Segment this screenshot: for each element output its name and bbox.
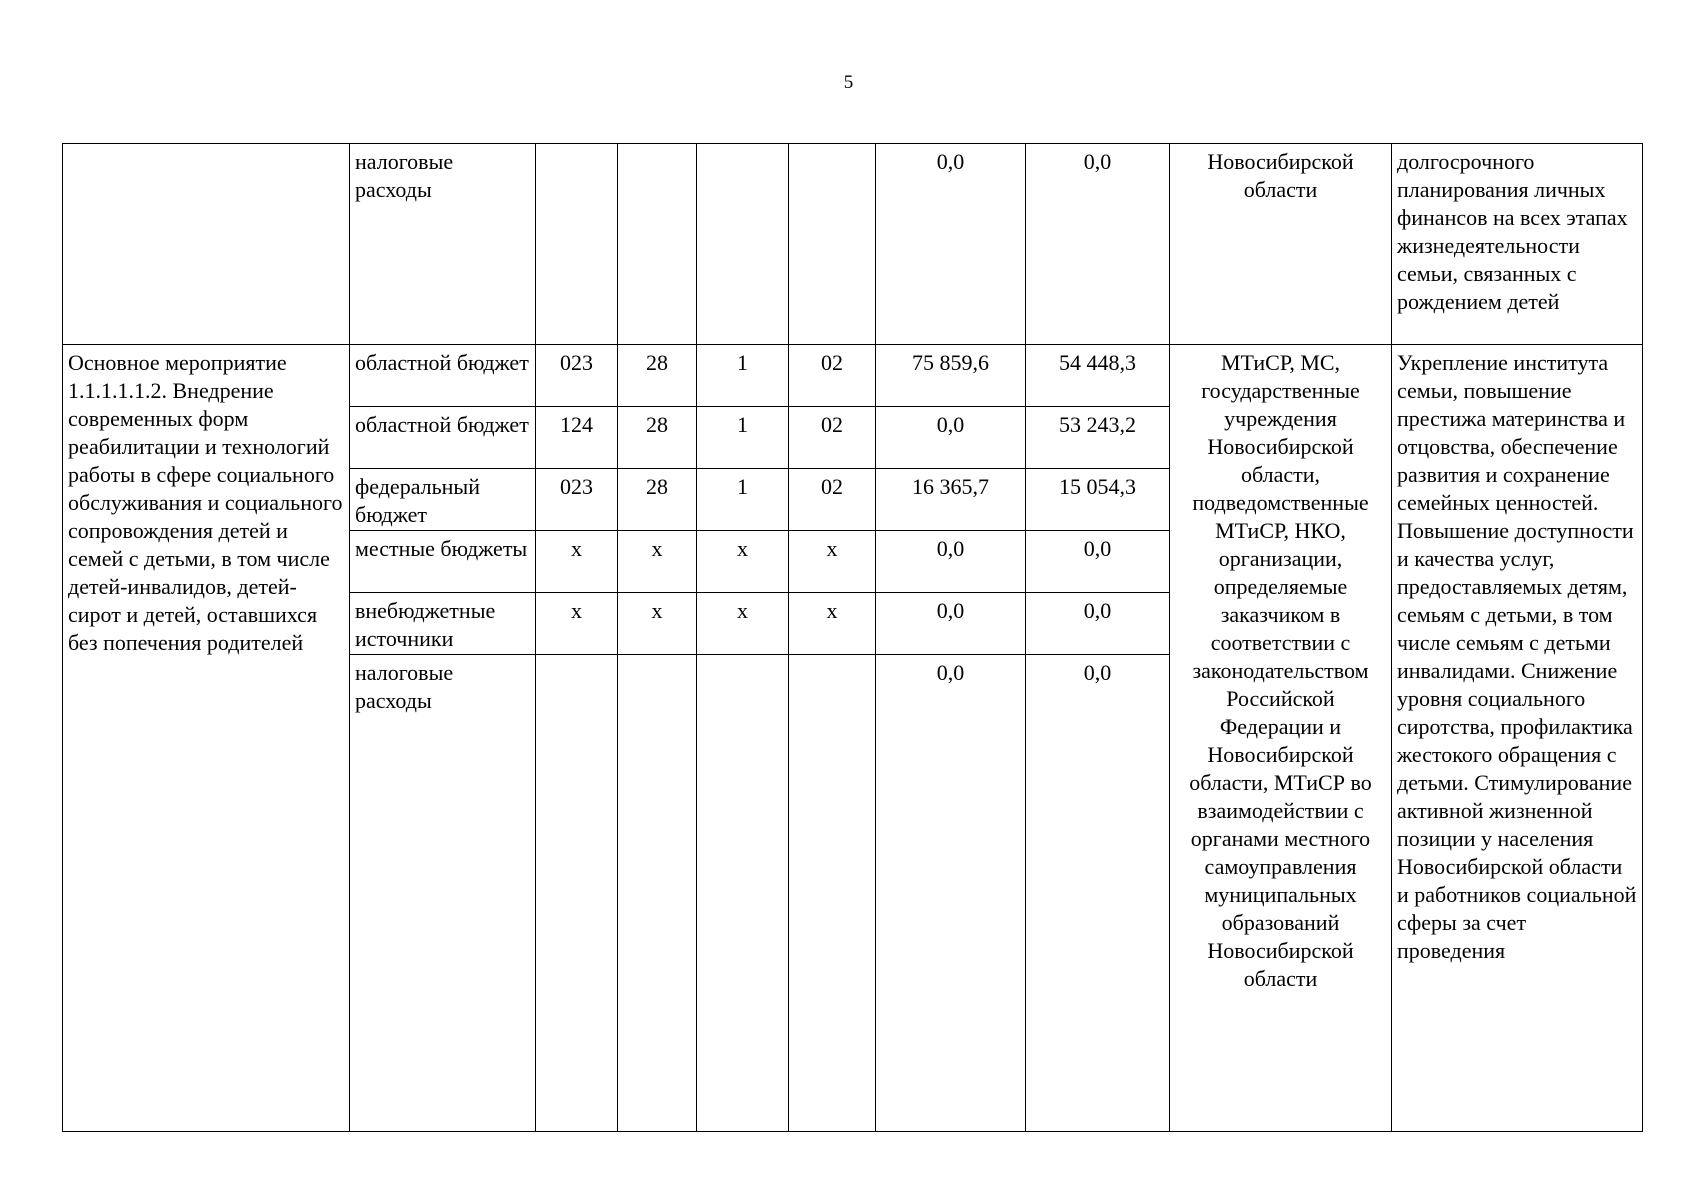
funding-source-cell: федеральный бюджет [350,469,536,531]
grbs-code-cell: 124 [536,407,618,469]
funding-source-cell: налоговые расходы [350,655,536,1132]
amount-year1-cell: 0,0 [876,407,1026,469]
budget-table [62,143,1643,1132]
funding-source-cell: областной бюджет [350,407,536,469]
section-code-cell: 28 [618,469,697,531]
amount-year2-cell: 0,0 [1026,144,1170,345]
amount-year2-cell: 54 448,3 [1026,345,1170,407]
subsection-code-cell [697,144,789,345]
grbs-code-cell [536,655,618,1132]
executor-cell: Новосибирской области [1170,144,1392,345]
event-cell: Основное мероприятие 1.1.1.1.1.2. Внедрение современных форм реабилитации и технологий работы в сфере социального обслуживания и социального сопровождения детей и семей с детьми, в том числе детей-инвалидов, детей-сирот и детей, оставшихся без попечения родителей [63,345,350,1132]
target-code-cell: х [789,531,876,593]
subsection-code-cell: х [697,531,789,593]
subsection-code-cell: х [697,593,789,655]
section-code-cell: 28 [618,407,697,469]
subsection-code-cell: 1 [697,407,789,469]
table-row [63,345,1643,407]
grbs-code-cell: х [536,593,618,655]
amount-year2-cell: 0,0 [1026,655,1170,1132]
subsection-code-cell [697,655,789,1132]
target-code-cell: 02 [789,345,876,407]
amount-year1-cell: 0,0 [876,655,1026,1132]
funding-source-cell: местные бюджеты [350,531,536,593]
subsection-code-cell: 1 [697,469,789,531]
target-code-cell: х [789,593,876,655]
grbs-code-cell [536,144,618,345]
expected-result-cell: долгосрочного планирования личных финансов на всех этапах жизнедеятельности семьи, связанных с рождением детей [1392,144,1643,345]
amount-year1-cell: 75 859,6 [876,345,1026,407]
funding-source-cell: внебюджетные источники [350,593,536,655]
section-code-cell: 28 [618,345,697,407]
expected-result-cell: Укрепление института семьи, повышение престижа материнства и отцовства, обеспечение развития и сохранение семейных ценностей. Повышение доступности и качества услуг, предоставляемых детям, семьям с детьми, в том числе семьям с детьми инвалидами. Снижение уровня социального сиротства, профилактика жестокого обращения с детьми. Стимулирование активной жизненной позиции у населения Новосибирской области и работников социальной сферы за счет проведения [1392,345,1643,1132]
amount-year1-cell: 0,0 [876,144,1026,345]
grbs-code-cell: 023 [536,345,618,407]
executor-cell: МТиСР, МС, государственные учреждения Новосибирской области, подведомственные МТиСР, НКО, организации, определяемые заказчиком в соответствии с законодательством Российской Федерации и Новосибирской области, МТиСР во взаимодействии с органами местного самоуправления муниципальных образований Новосибирской области [1170,345,1392,1132]
section-code-cell: х [618,531,697,593]
amount-year2-cell: 0,0 [1026,531,1170,593]
funding-source-cell: областной бюджет [350,345,536,407]
event-cell [63,144,350,345]
section-code-cell [618,655,697,1132]
table-row [63,144,1643,345]
funding-source-cell: налоговые расходы [350,144,536,345]
section-code-cell: х [618,593,697,655]
target-code-cell [789,144,876,345]
amount-year2-cell: 53 243,2 [1026,407,1170,469]
target-code-cell: 02 [789,469,876,531]
target-code-cell: 02 [789,407,876,469]
amount-year1-cell: 16 365,7 [876,469,1026,531]
amount-year2-cell: 15 054,3 [1026,469,1170,531]
amount-year1-cell: 0,0 [876,531,1026,593]
amount-year1-cell: 0,0 [876,593,1026,655]
grbs-code-cell: 023 [536,469,618,531]
page-number: 5 [843,72,854,93]
section-code-cell [618,144,697,345]
target-code-cell [789,655,876,1132]
subsection-code-cell: 1 [697,345,789,407]
amount-year2-cell: 0,0 [1026,593,1170,655]
grbs-code-cell: х [536,531,618,593]
